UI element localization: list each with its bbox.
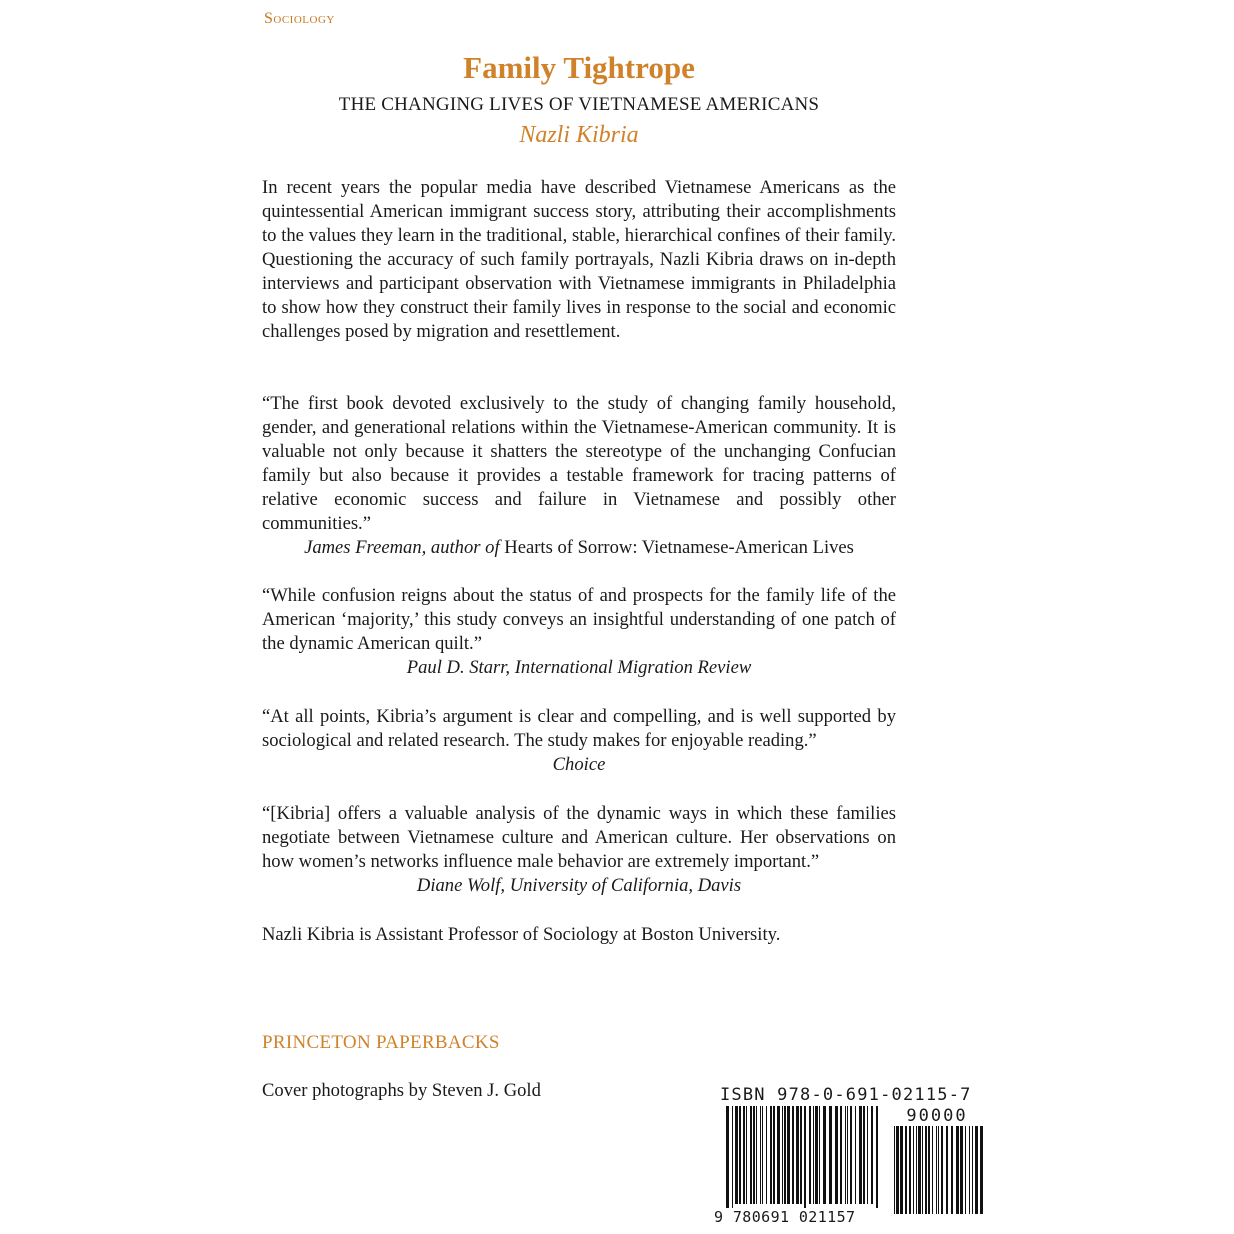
barcode-bar bbox=[762, 1106, 763, 1204]
barcode-bar bbox=[900, 1126, 903, 1214]
barcode-bar bbox=[753, 1106, 755, 1204]
barcode-bar bbox=[804, 1106, 806, 1214]
quote-attribution bbox=[262, 536, 896, 560]
attribution-name: James Freeman, author of bbox=[304, 537, 500, 558]
quote-attribution: Diane Wolf, University of California, Davis bbox=[416, 875, 742, 896]
barcode-bar bbox=[850, 1106, 852, 1204]
publisher-imprint: PRINCETON PAPERBACKS bbox=[262, 1032, 500, 1053]
barcode-bar bbox=[972, 1126, 973, 1214]
barcode-bar bbox=[739, 1106, 741, 1204]
book-title: Family Tightrope bbox=[463, 50, 695, 85]
barcode-bar bbox=[813, 1106, 814, 1204]
cover-credit: Cover photographs by Steven J. Gold bbox=[262, 1080, 541, 1101]
barcode bbox=[714, 1106, 984, 1234]
barcode-bar bbox=[796, 1106, 799, 1204]
barcode-bar bbox=[835, 1106, 838, 1204]
barcode-bar bbox=[840, 1106, 842, 1204]
barcode-bar bbox=[735, 1106, 738, 1204]
barcode-bar bbox=[876, 1106, 878, 1214]
barcode-bar bbox=[951, 1126, 953, 1214]
barcode-bar bbox=[726, 1106, 729, 1214]
barcode-bar bbox=[905, 1126, 907, 1214]
barcode-bar bbox=[946, 1126, 948, 1214]
barcode-bar bbox=[863, 1106, 865, 1204]
barcode-bar bbox=[773, 1106, 775, 1204]
book-author: Nazli Kibria bbox=[519, 122, 639, 148]
barcode-bar bbox=[792, 1106, 794, 1204]
ean-number: 9 780691 021157 bbox=[714, 1208, 884, 1226]
barcode-bar bbox=[941, 1126, 943, 1214]
addon-barcode-icon bbox=[894, 1126, 983, 1214]
isbn-label: ISBN 978-0-691-02115-7 bbox=[720, 1085, 972, 1105]
quote-attribution: Paul D. Starr, International Migration Review bbox=[406, 657, 752, 678]
barcode-bar bbox=[845, 1106, 846, 1204]
book-subtitle: THE CHANGING LIVES OF VIETNAMESE AMERICANS bbox=[338, 94, 820, 115]
barcode-bar bbox=[809, 1106, 811, 1204]
barcode-bar bbox=[784, 1106, 786, 1204]
barcode-bar bbox=[766, 1106, 767, 1204]
barcode-bar bbox=[770, 1106, 772, 1204]
review-quote-3 bbox=[262, 705, 896, 777]
barcode-bar bbox=[928, 1126, 930, 1214]
barcode-bar bbox=[965, 1126, 966, 1214]
barcode-bar bbox=[743, 1106, 745, 1204]
quote-text: “The first book devoted exclusively to the study of changing family household, gender, and generational relations within the Vietnamese-American community. It is valuable not only because it shatters the stereotype of the unchanging Confucian family but also because it provides a testable framework for tracing patterns of relative economic success and failure in Vietnamese and possibly other communities.” bbox=[262, 393, 896, 534]
barcode-bar bbox=[847, 1106, 848, 1204]
barcode-bar bbox=[829, 1106, 832, 1204]
barcode-bar bbox=[800, 1106, 802, 1204]
review-quote-2 bbox=[262, 584, 896, 680]
author-bio: Nazli Kibria is Assistant Professor of Sociology at Boston University. bbox=[262, 924, 781, 945]
barcode-bar bbox=[916, 1126, 917, 1214]
barcode-bar bbox=[980, 1126, 983, 1214]
review-quote-4 bbox=[262, 802, 896, 898]
barcode-bar bbox=[746, 1106, 747, 1204]
barcode-bar bbox=[938, 1126, 939, 1214]
price-code: 90000 bbox=[906, 1106, 968, 1126]
barcode-bar bbox=[956, 1126, 959, 1214]
ean-barcode-icon bbox=[726, 1106, 878, 1214]
barcode-bar bbox=[922, 1126, 923, 1214]
barcode-bar bbox=[936, 1126, 937, 1214]
barcode-bar bbox=[896, 1126, 899, 1214]
barcode-bar bbox=[819, 1106, 820, 1204]
barcode-bar bbox=[815, 1106, 818, 1204]
barcode-bar bbox=[756, 1106, 757, 1204]
barcode-bar bbox=[960, 1126, 963, 1214]
barcode-bar bbox=[782, 1106, 783, 1204]
barcode-bar bbox=[909, 1126, 911, 1214]
barcode-bar bbox=[855, 1106, 856, 1204]
barcode-bar bbox=[918, 1126, 921, 1214]
barcode-bar bbox=[913, 1126, 914, 1214]
barcode-bar bbox=[932, 1126, 933, 1214]
quote-attribution: Choice bbox=[552, 754, 606, 775]
barcode-bar bbox=[894, 1126, 895, 1214]
barcode-bar bbox=[732, 1106, 733, 1214]
barcode-bar bbox=[969, 1126, 970, 1214]
barcode-bar bbox=[859, 1106, 862, 1204]
quote-text: “While confusion reigns about the status of and prospects for the family life of the American ‘majority,’ this study conveys an insightful understanding of one patch of the dynamic American quilt.” bbox=[262, 585, 896, 654]
barcode-bar bbox=[871, 1106, 873, 1204]
book-description: In recent years the popular media have described Vietnamese Americans as the quintessential American immigrant success story, attributing their accomplishments to the values they learn in the traditional, stable, hierarchical confines of their family. Questioning the accuracy of such family portrayals, Nazli Kibria draws on in-depth interviews and participant observation with Vietnamese immigrants in Philadelphia to show how they construct their family lives in response to the social and economic challenges posed by migration and resettlement. bbox=[262, 177, 896, 342]
barcode-bar bbox=[777, 1106, 780, 1204]
category-label: Sociology bbox=[264, 10, 335, 27]
barcode-bar bbox=[760, 1106, 761, 1204]
barcode-bar bbox=[750, 1106, 752, 1204]
barcode-bar bbox=[867, 1106, 868, 1204]
barcode-bar bbox=[823, 1106, 826, 1204]
review-quote-1 bbox=[262, 392, 896, 560]
barcode-bar bbox=[975, 1126, 978, 1214]
barcode-bar bbox=[787, 1106, 790, 1204]
attribution-work: Hearts of Sorrow: Vietnamese-American Lives bbox=[499, 537, 854, 558]
quote-text: “[Kibria] offers a valuable analysis of the dynamic ways in which these families negotiate between Vietnamese culture and American culture. Her observations on how women’s networks influence male behavior are extremely important.” bbox=[262, 803, 896, 872]
quote-text: “At all points, Kibria’s argument is clear and compelling, and is well supported by sociological and related research. The study makes for enjoyable reading.” bbox=[262, 706, 896, 751]
barcode-bar bbox=[925, 1126, 927, 1214]
